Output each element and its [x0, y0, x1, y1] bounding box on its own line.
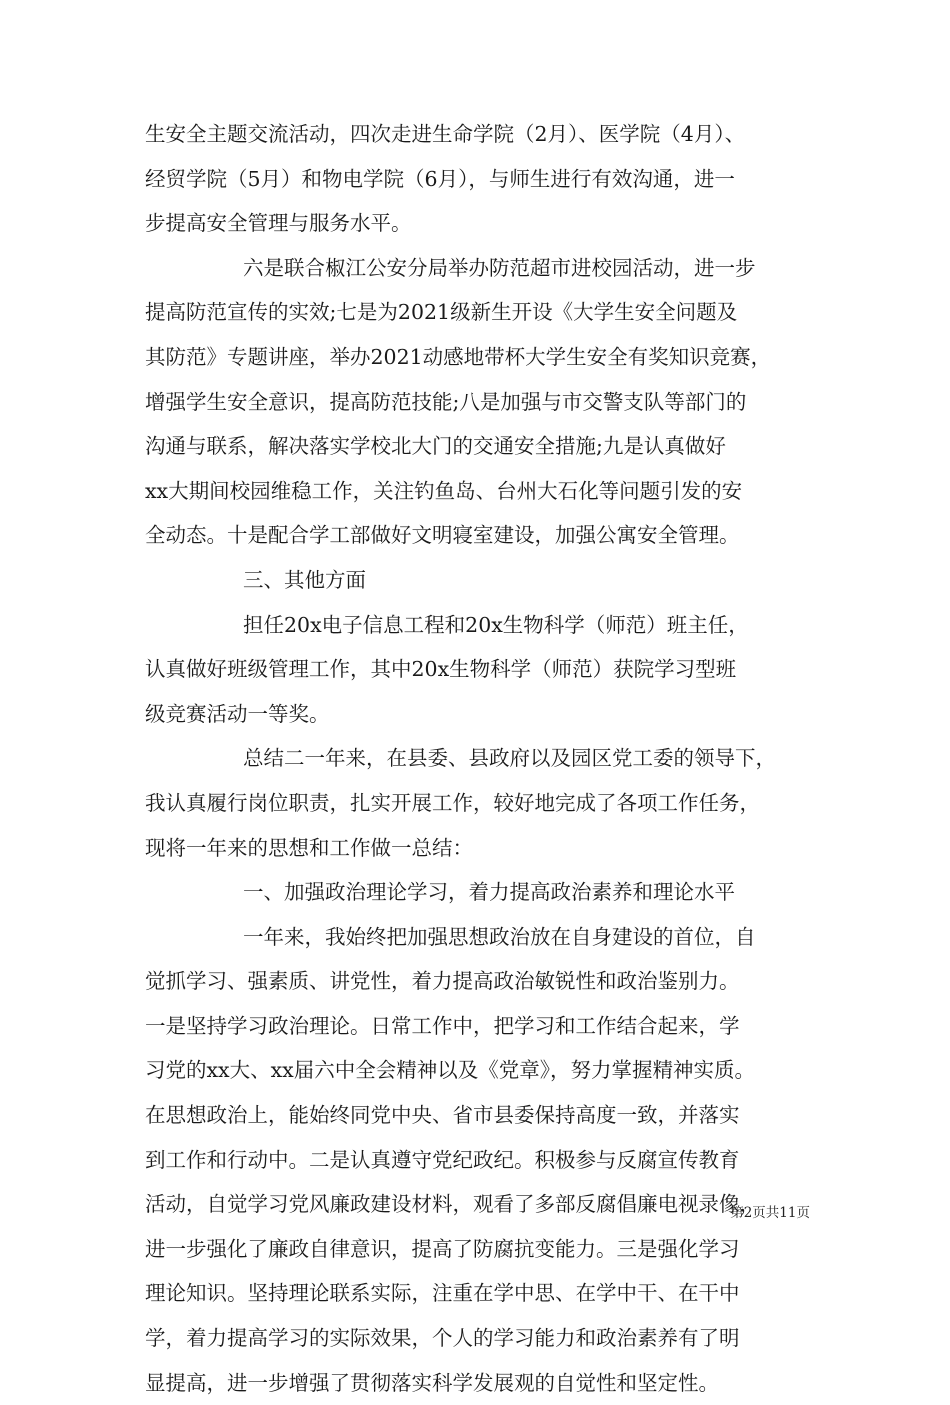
text-line: 活动，自觉学习党风廉政建设材料，观看了多部反腐倡廉电视录像，	[145, 1192, 760, 1217]
text-line: 一是坚持学习政治理论。日常工作中，把学习和工作结合起来，学	[145, 1013, 740, 1038]
text-line: 进一步强化了廉政自律意识，提高了防腐抗变能力。三是强化学习	[145, 1236, 740, 1261]
text-line: 习党的xx大、xx届六中全会精神以及《党章》，努力掌握精神实质。	[145, 1058, 755, 1083]
text-line: 总结二一年来，在县委、县政府以及园区党工委的领导下，	[243, 746, 776, 771]
text-line: xx大期间校园维稳工作，关注钓鱼岛、台州大石化等问题引发的安	[145, 478, 743, 503]
text-line: 一、加强政治理论学习，着力提高政治素养和理论水平	[243, 880, 735, 905]
text-line: 级竞赛活动一等奖。	[145, 701, 330, 726]
text-line: 三、其他方面	[243, 567, 366, 592]
text-line: 显提高，进一步增强了贯彻落实科学发展观的自觉性和坚定性。	[145, 1370, 719, 1395]
text-line: 我认真履行岗位职责，扎实开展工作，较好地完成了各项工作任务，	[145, 790, 760, 815]
text-line: 现将一年来的思想和工作做一总结：	[145, 835, 473, 860]
page-number: 第2页共11页	[730, 1205, 810, 1221]
text-line: 在思想政治上，能始终同党中央、省市县委保持高度一致，并落实	[145, 1103, 740, 1128]
text-line: 全动态。十是配合学工部做好文明寝室建设，加强公寓安全管理。	[145, 523, 740, 548]
text-line: 其防范》专题讲座，举办2021动感地带杯大学生安全有奖知识竞赛，	[145, 344, 772, 369]
text-line: 六是联合椒江公安分局举办防范超市进校园活动，进一步	[243, 255, 756, 280]
text-line: 沟通与联系，解决落实学校北大门的交通安全措施;九是认真做好	[145, 434, 726, 459]
text-line: 觉抓学习、强素质、讲党性，着力提高政治敏锐性和政治鉴别力。	[145, 969, 740, 994]
text-line: 学，着力提高学习的实际效果，个人的学习能力和政治素养有了明	[145, 1326, 740, 1351]
text-line: 一年来，我始终把加强思想政治放在自身建设的首位，自	[243, 924, 756, 949]
text-line: 理论知识。坚持理论联系实际，注重在学中思、在学中干、在干中	[145, 1281, 740, 1306]
text-line: 增强学生安全意识，提高防范技能;八是加强与市交警支队等部门的	[145, 389, 747, 414]
text-line: 提高防范宣传的实效;七是为2021级新生开设《大学生安全问题及	[145, 300, 738, 325]
text-line: 认真做好班级管理工作，其中20x生物科学（师范）获院学习型班	[145, 657, 737, 682]
text-line: 到工作和行动中。二是认真遵守党纪政纪。积极参与反腐宣传教育	[145, 1147, 740, 1172]
text-line: 担任20x电子信息工程和20x生物科学（师范）班主任，	[243, 612, 749, 637]
text-line: 经贸学院（5月）和物电学院（6月），与师生进行有效沟通，进一	[145, 166, 735, 191]
text-line: 生安全主题交流活动，四次走进生命学院（2月）、医学院（4月）、	[145, 122, 746, 146]
text-line: 步提高安全管理与服务水平。	[145, 211, 412, 236]
